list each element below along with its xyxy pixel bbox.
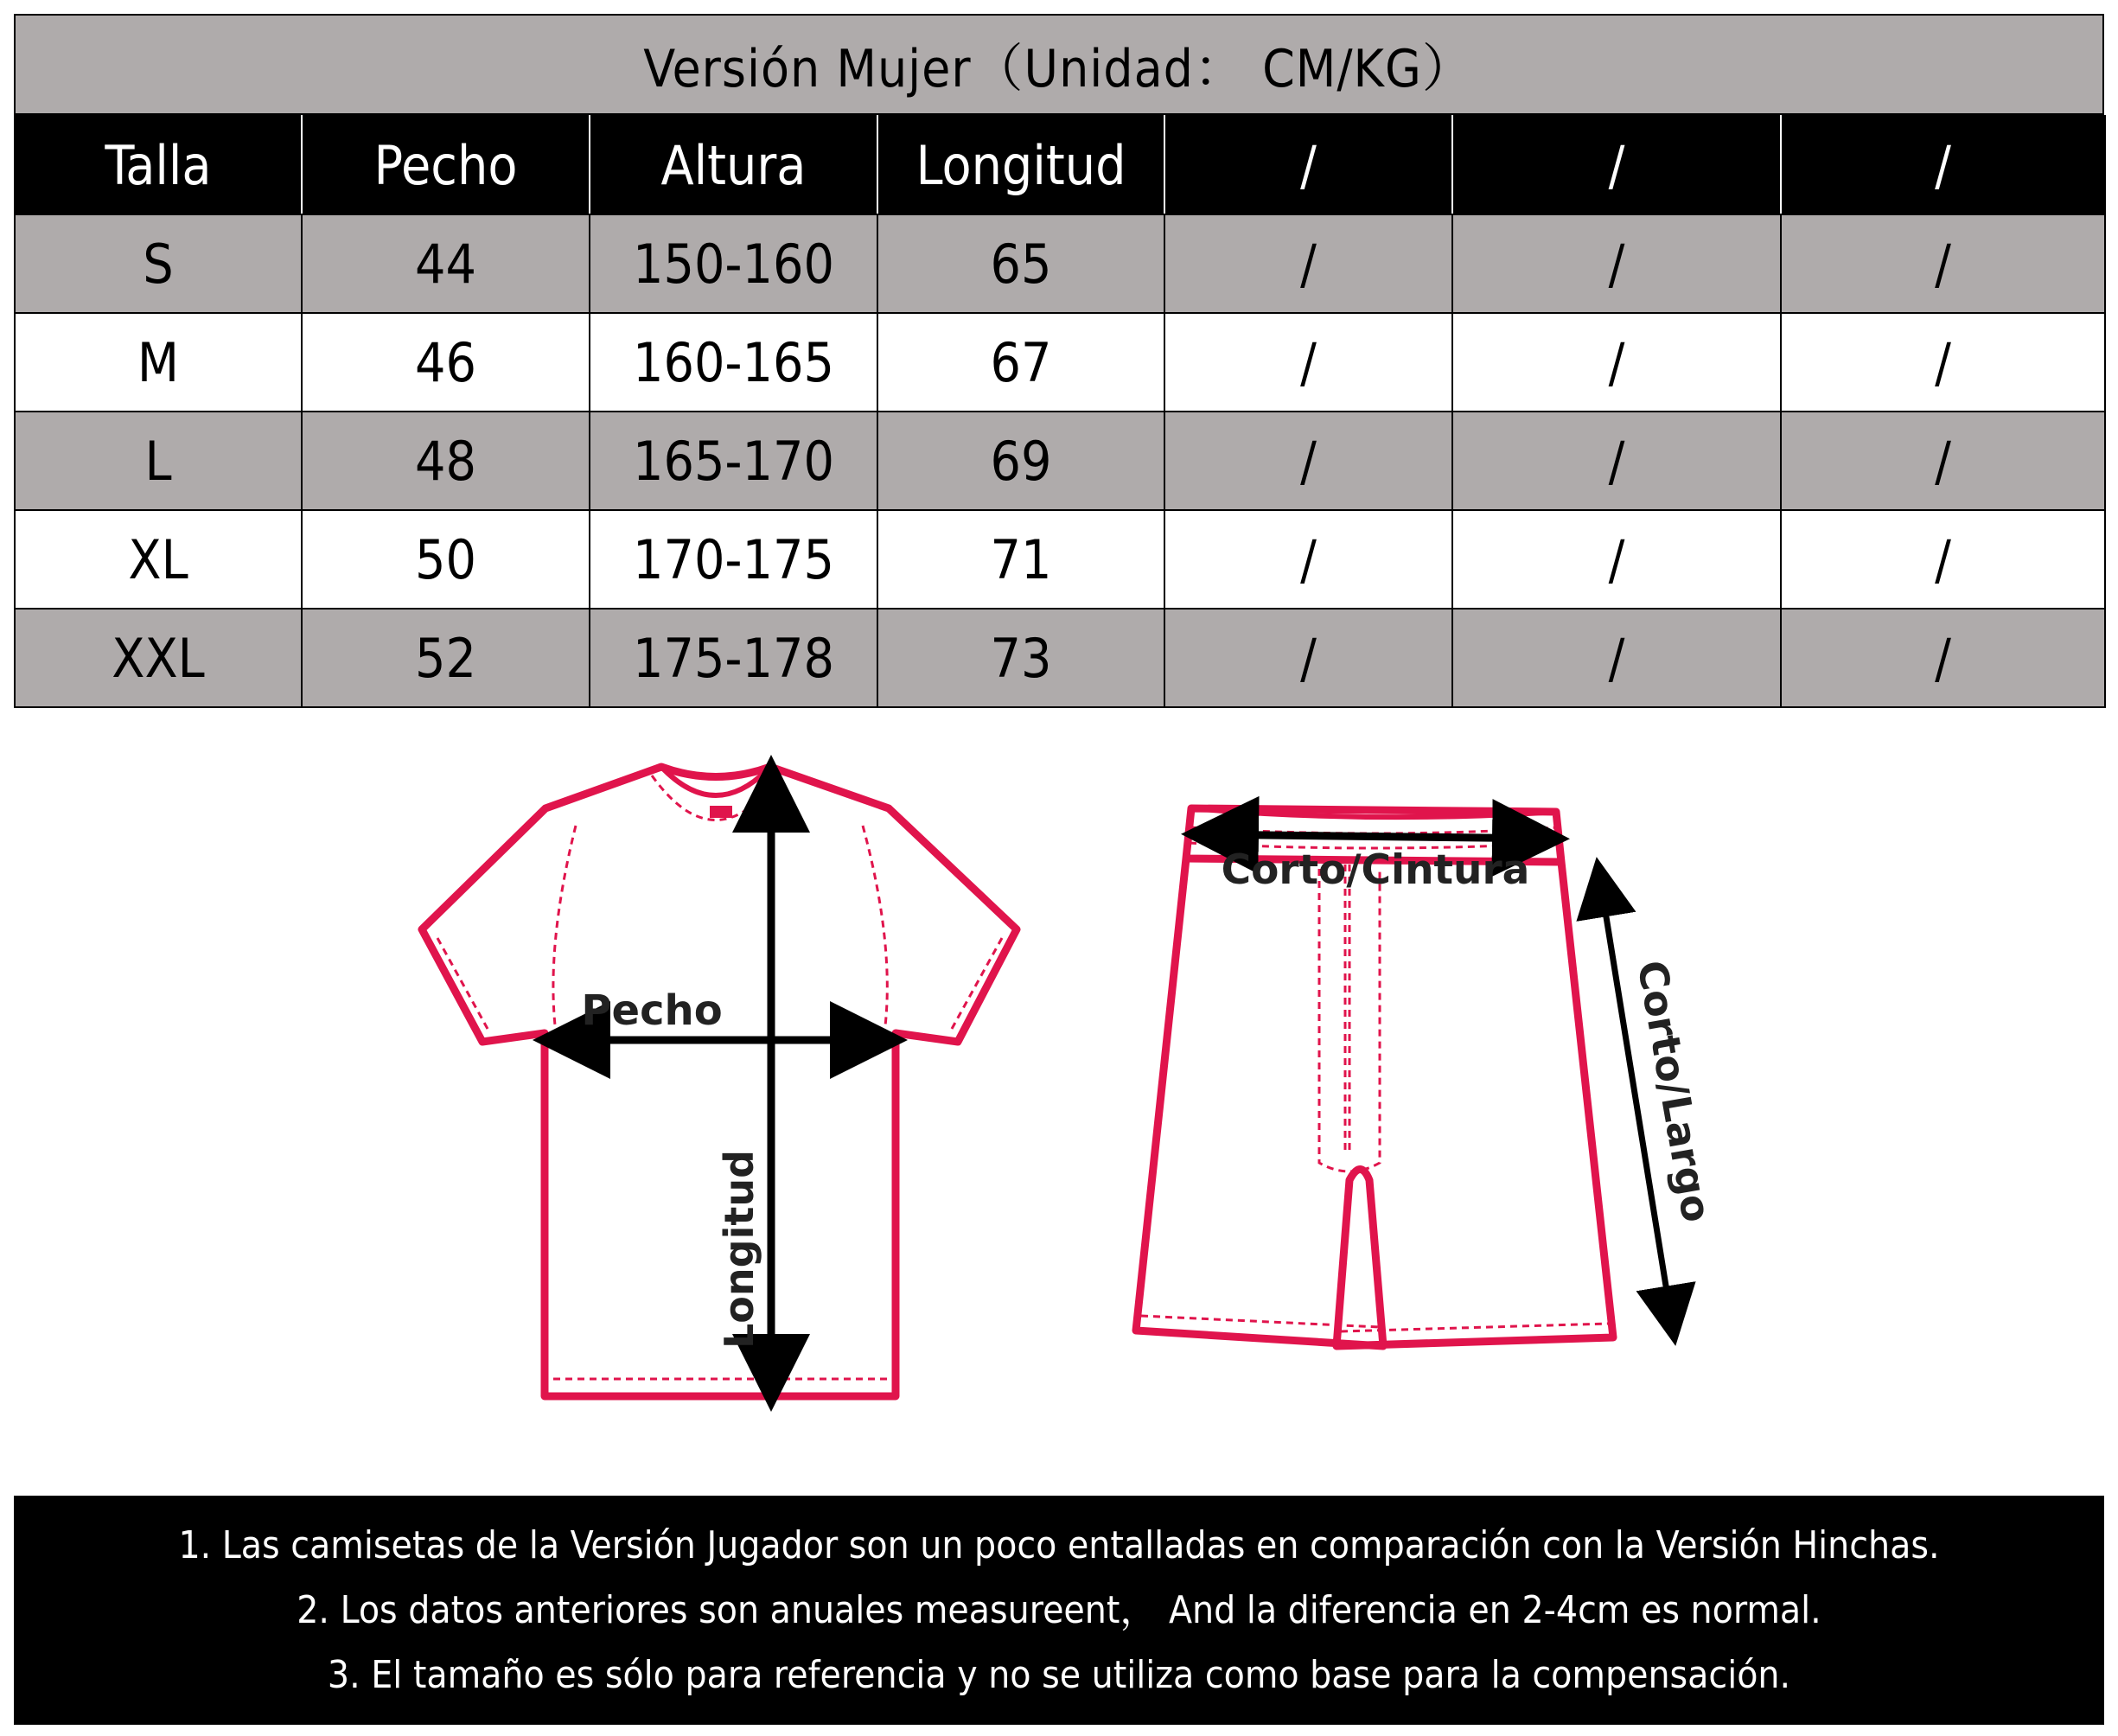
cell-empty: / [1452,214,1781,313]
header-talla: Talla [15,116,302,214]
table-title: Versión Mujer（Unidad： CM/KG） [14,14,2104,115]
cell-longitud: 65 [877,214,1164,313]
cell-longitud: 71 [877,510,1164,609]
cell-empty: / [1164,313,1452,412]
shorts-waist-arrow-icon [1196,834,1554,839]
cell-altura: 170-175 [590,510,877,609]
cell-empty: / [1452,510,1781,609]
size-table [14,115,2106,708]
cell-talla: L [15,412,302,510]
header-altura: Altura [590,116,877,214]
header-pecho: Pecho [302,116,590,214]
cell-altura: 160-165 [590,313,877,412]
cell-empty: / [1164,609,1452,707]
note-2: 2. Los datos anteriores son anuales measureent， And la diferencia en 2-4cm es normal. [297,1588,1821,1632]
cell-altura: 150-160 [590,214,877,313]
shirt-length-label: Longitud [716,1149,762,1350]
cell-empty: / [1164,412,1452,510]
table-row [15,412,2105,510]
table-row [15,313,2105,412]
cell-empty: / [1164,214,1452,313]
cell-empty: / [1452,412,1781,510]
cell-pecho: 48 [302,412,590,510]
shirt-tag-icon [710,806,732,818]
cell-talla: XXL [15,609,302,707]
cell-empty: / [1781,214,2105,313]
cell-longitud: 73 [877,609,1164,707]
cell-empty: / [1452,313,1781,412]
cell-talla: S [15,214,302,313]
notes-panel [14,1496,2104,1725]
table-header-row [15,116,2105,214]
cell-pecho: 44 [302,214,590,313]
shirt-chest-label: Pecho [581,986,723,1035]
cell-altura: 165-170 [590,412,877,510]
shorts-waist-label: Corto/Cintura [1221,846,1530,894]
header-empty-2: / [1452,116,1781,214]
cell-talla: XL [15,510,302,609]
cell-pecho: 50 [302,510,590,609]
header-empty-1: / [1164,116,1452,214]
cell-altura: 175-178 [590,609,877,707]
table-row [15,609,2105,707]
header-longitud: Longitud [877,116,1164,214]
cell-talla: M [15,313,302,412]
cell-pecho: 46 [302,313,590,412]
cell-empty: / [1781,510,2105,609]
cell-empty: / [1781,313,2105,412]
note-3: 3. El tamaño es sólo para referencia y no se utiliza como base para la compensación. [327,1653,1791,1697]
shorts-length-label: Corto/Largo [1628,956,1720,1226]
table-row [15,214,2105,313]
cell-empty: / [1781,412,2105,510]
header-empty-3: / [1781,116,2105,214]
cell-longitud: 69 [877,412,1164,510]
measurement-diagram [14,722,2104,1496]
table-row [15,510,2105,609]
note-1: 1. Las camisetas de la Versión Jugador son un poco entalladas en comparación con la Versión Hinchas. [178,1523,1940,1567]
cell-longitud: 67 [877,313,1164,412]
cell-pecho: 52 [302,609,590,707]
cell-empty: / [1781,609,2105,707]
garment-illustration [14,722,2104,1496]
cell-empty: / [1452,609,1781,707]
cell-empty: / [1164,510,1452,609]
